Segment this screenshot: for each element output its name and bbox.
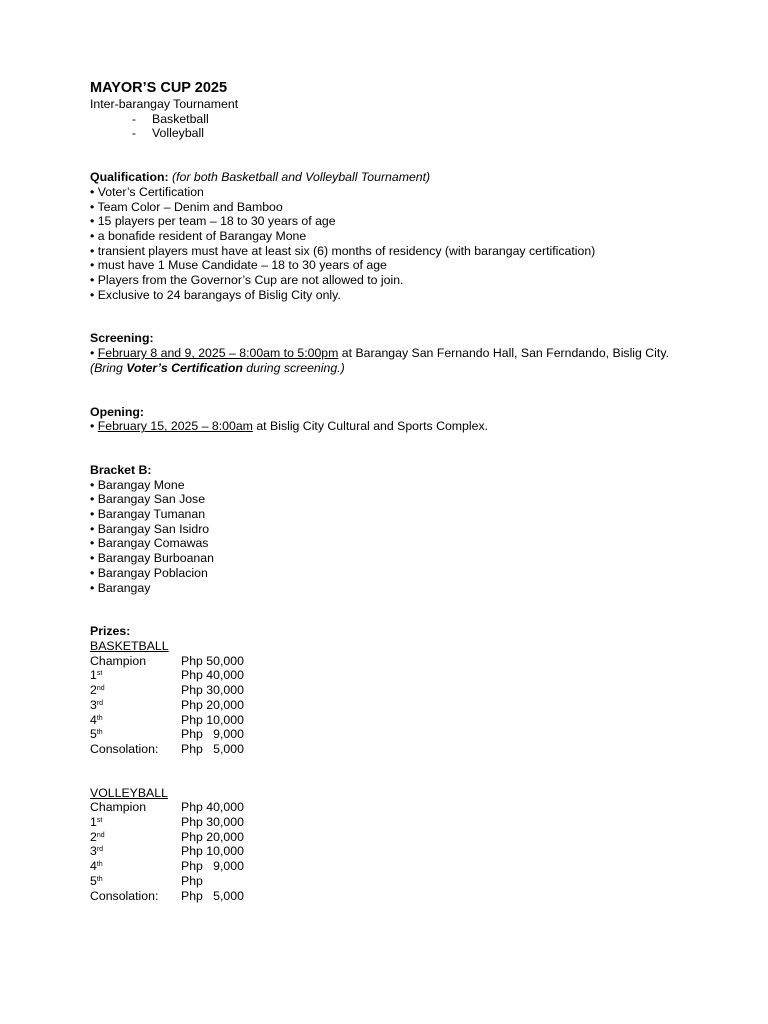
prize-amount: Php 20,000: [181, 829, 244, 844]
document-page: [90, 80, 730, 903]
table-row: [90, 830, 730, 845]
prize-place: [90, 668, 181, 683]
screening-note: [90, 361, 730, 376]
place-suffix: th: [96, 729, 103, 737]
sport-item: [90, 126, 730, 141]
place-text: 1: [90, 815, 97, 830]
list-item: • Players from the Governor’s Cup are not allowed to join.: [90, 273, 404, 288]
table-row: [90, 815, 730, 830]
place-text: 3: [90, 844, 97, 859]
prize-place: [90, 889, 181, 904]
opening-heading: Opening:: [90, 404, 144, 419]
table-row: [90, 800, 730, 815]
table-row: [90, 859, 730, 874]
place-text: Champion: [90, 800, 147, 815]
prize-amount: Php 9,000: [181, 859, 244, 874]
basketball-prizes-label: BASKETBALL: [90, 638, 169, 653]
place-text: 4: [90, 859, 97, 874]
place-suffix: rd: [96, 846, 104, 854]
screening-detail: [90, 346, 730, 361]
place-suffix: nd: [96, 831, 105, 839]
place-text: 2: [90, 829, 97, 844]
prizes-heading: Prizes:: [90, 624, 131, 639]
place-suffix: nd: [96, 685, 105, 693]
place-text: 3: [90, 697, 97, 712]
prize-place: [90, 683, 181, 698]
prize-amount: Php 40,000: [181, 668, 244, 683]
table-row: [90, 874, 730, 889]
screening-heading: Screening:: [90, 331, 154, 346]
prize-amount: Php 5,000: [181, 741, 244, 756]
table-row: [90, 683, 730, 698]
place-text: 5: [90, 873, 97, 888]
list-item: • Barangay Tumanan: [90, 507, 206, 522]
dash-marker: -: [131, 126, 136, 141]
list-item: • must have 1 Muse Candidate – 18 to 30 years of age: [90, 258, 387, 273]
prize-amount: Php: [181, 873, 203, 888]
place-text: 1: [90, 668, 97, 683]
table-row: [90, 742, 730, 757]
screening-date: February 8 and 9, 2025 – 8:00am to 5:00pm: [97, 346, 339, 361]
list-item: • Barangay Comawas: [90, 536, 209, 551]
screening-note-pre: (Bring: [90, 360, 127, 375]
place-suffix: th: [96, 714, 103, 722]
prize-place: [90, 800, 181, 815]
bracket-list: [90, 478, 730, 596]
prize-place: [90, 859, 181, 874]
bracket-heading: Bracket B:: [90, 462, 152, 477]
document-subtitle: Inter-barangay Tournament: [90, 97, 239, 111]
place-text: Consolation:: [90, 741, 159, 756]
opening-date: February 15, 2025 – 8:00am: [97, 419, 253, 434]
table-row: [90, 727, 730, 742]
prize-amount: Php 40,000: [181, 800, 244, 815]
place-suffix: th: [96, 875, 103, 883]
volleyball-prizes-table: [90, 800, 730, 903]
prize-amount: Php 20,000: [181, 697, 244, 712]
table-row: [90, 654, 730, 669]
prize-amount: Php 10,000: [181, 844, 244, 859]
table-row: [90, 889, 730, 904]
list-item: • 15 players per team – 18 to 30 years of age: [90, 214, 336, 229]
prize-amount: Php 30,000: [181, 815, 244, 830]
prize-place: [90, 654, 181, 669]
sport-item: [90, 112, 730, 127]
qualification-list: [90, 185, 730, 303]
list-item: • Barangay Poblacion: [90, 565, 208, 580]
place-text: 4: [90, 712, 97, 727]
qualification-heading: Qualification:: [90, 170, 169, 185]
opening-detail: [90, 419, 730, 434]
prize-amount: Php 10,000: [181, 712, 244, 727]
place-text: Consolation:: [90, 888, 159, 903]
screening-note-bold: Voter’s Certification: [126, 360, 243, 375]
table-row: [90, 844, 730, 859]
list-item: • Exclusive to 24 barangays of Bislig City only.: [90, 287, 341, 302]
place-text: 5: [90, 727, 97, 742]
screening-place: at Barangay San Fernando Hall, San Ferndando, Bislig City.: [338, 346, 669, 361]
opening-place: at Bislig City Cultural and Sports Complex.: [252, 419, 489, 434]
prize-place: [90, 713, 181, 728]
prize-amount: Php 9,000: [181, 727, 244, 742]
list-item: • a bonafide resident of Barangay Mone: [90, 228, 307, 243]
prize-amount: Php 50,000: [181, 653, 244, 668]
sports-list: [90, 112, 730, 141]
bullet: •: [90, 346, 98, 361]
place-text: 2: [90, 683, 97, 698]
screening-note-post: during screening.): [242, 360, 345, 375]
list-item: • Barangay San Isidro: [90, 521, 210, 536]
place-suffix: th: [96, 861, 103, 869]
qualification-heading-line: [90, 170, 730, 185]
sport-label: Volleyball: [152, 126, 204, 141]
sport-label: Basketball: [152, 111, 209, 126]
list-item: • Barangay Mone: [90, 477, 185, 492]
basketball-prizes-table: [90, 654, 730, 757]
table-row: [90, 668, 730, 683]
volleyball-prizes-label: VOLLEYBALL: [90, 785, 168, 800]
prize-amount: Php 30,000: [181, 683, 244, 698]
bullet: •: [90, 419, 98, 434]
list-item: • Voter’s Certification: [90, 184, 204, 199]
list-item: • Barangay San Jose: [90, 492, 206, 507]
place-suffix: st: [96, 817, 103, 825]
list-item: • Team Color – Denim and Bamboo: [90, 199, 283, 214]
document-title: MAYOR’S CUP 2025: [90, 80, 228, 96]
place-suffix: st: [96, 670, 103, 678]
table-row: [90, 713, 730, 728]
table-row: [90, 698, 730, 713]
list-item: • transient players must have at least six (6) months of residency (with barangay certification): [90, 243, 596, 258]
prize-amount: Php 5,000: [181, 888, 244, 903]
prize-place: [90, 742, 181, 757]
list-item: • Barangay Burboanan: [90, 551, 214, 566]
prize-place: [90, 727, 181, 742]
place-suffix: rd: [96, 699, 104, 707]
prize-place: [90, 815, 181, 830]
prize-place: [90, 830, 181, 845]
dash-marker: -: [131, 111, 136, 126]
place-text: Champion: [90, 653, 147, 668]
prize-place: [90, 874, 181, 889]
list-item: • Barangay: [90, 580, 151, 595]
prize-place: [90, 844, 181, 859]
prize-place: [90, 698, 181, 713]
qualification-note: (for both Basketball and Volleyball Tournament): [172, 170, 431, 185]
